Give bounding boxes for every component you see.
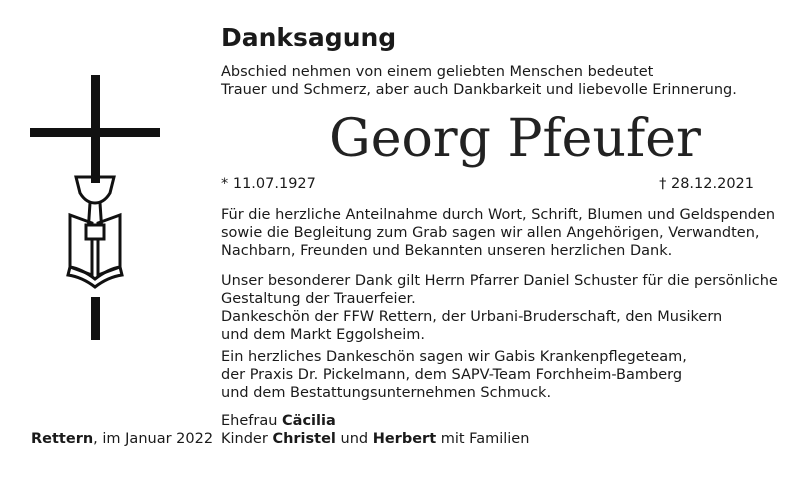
paragraph-line: Unser besonderer Dank gilt Herrn Pfarrer Daniel Schuster für die persönliche [221, 273, 778, 289]
place-date: , im Januar 2022 [93, 431, 214, 447]
family-name: Herbert [372, 431, 437, 447]
death-date [659, 175, 754, 193]
intro-text [221, 63, 737, 99]
family-connector: und [335, 431, 373, 447]
family-line-children [221, 430, 529, 448]
paragraph-line: Nachbarn, Freunden und Bekannten unseren herzlichen Dank. [221, 243, 673, 259]
paragraph-line: und dem Bestattungsunternehmen Schmuck. [221, 385, 552, 401]
thanks-paragraph-1 [221, 206, 775, 260]
paragraph-line: der Praxis Dr. Pickelmann, dem SAPV-Team Forchheim-Bamberg [221, 367, 683, 383]
intro-line: Abschied nehmen von einem geliebten Menschen bedeutet [221, 64, 654, 80]
intro-line: Trauer und Schmerz, aber auch Dankbarkeit und liebevolle Erinnerung. [221, 82, 737, 98]
family-name: Christel [272, 431, 336, 447]
paragraph-line: und dem Markt Eggolsheim. [221, 327, 425, 343]
paragraph-line: sowie die Begleitung zum Grab sagen wir allen Angehörigen, Verwandten, [221, 225, 760, 241]
deceased-name: Georg Pfeufer [329, 109, 701, 169]
birth-date [221, 175, 316, 193]
family-label: Kinder [221, 431, 273, 447]
place-and-date [31, 430, 213, 448]
family-label: Ehefrau [221, 413, 283, 429]
thanks-paragraph-2 [221, 272, 778, 344]
notice-heading: Danksagung [221, 23, 397, 52]
death-date-value: 28.12.2021 [670, 176, 754, 192]
paragraph-line: Für die herzliche Anteilnahme durch Wort, Schrift, Blumen und Geldspenden [221, 207, 776, 223]
place-town: Rettern [31, 431, 94, 447]
paragraph-line: Gestaltung der Trauerfeier. [221, 291, 416, 307]
death-cross-icon: † [659, 176, 667, 192]
family-suffix: mit Familien [436, 431, 530, 447]
paragraph-line: Dankeschön der FFW Rettern, der Urbani-Bruderschaft, den Musikern [221, 309, 723, 325]
birth-date-value: 11.07.1927 [232, 176, 316, 192]
paragraph-line: Ein herzliches Dankeschön sagen wir Gabis Krankenpflegeteam, [221, 349, 687, 365]
family-line-wife [221, 412, 529, 430]
family-signature [221, 412, 529, 448]
thanks-paragraph-3 [221, 348, 687, 402]
family-name: Cäcilia [282, 413, 336, 429]
birth-star-icon: * [221, 176, 229, 192]
